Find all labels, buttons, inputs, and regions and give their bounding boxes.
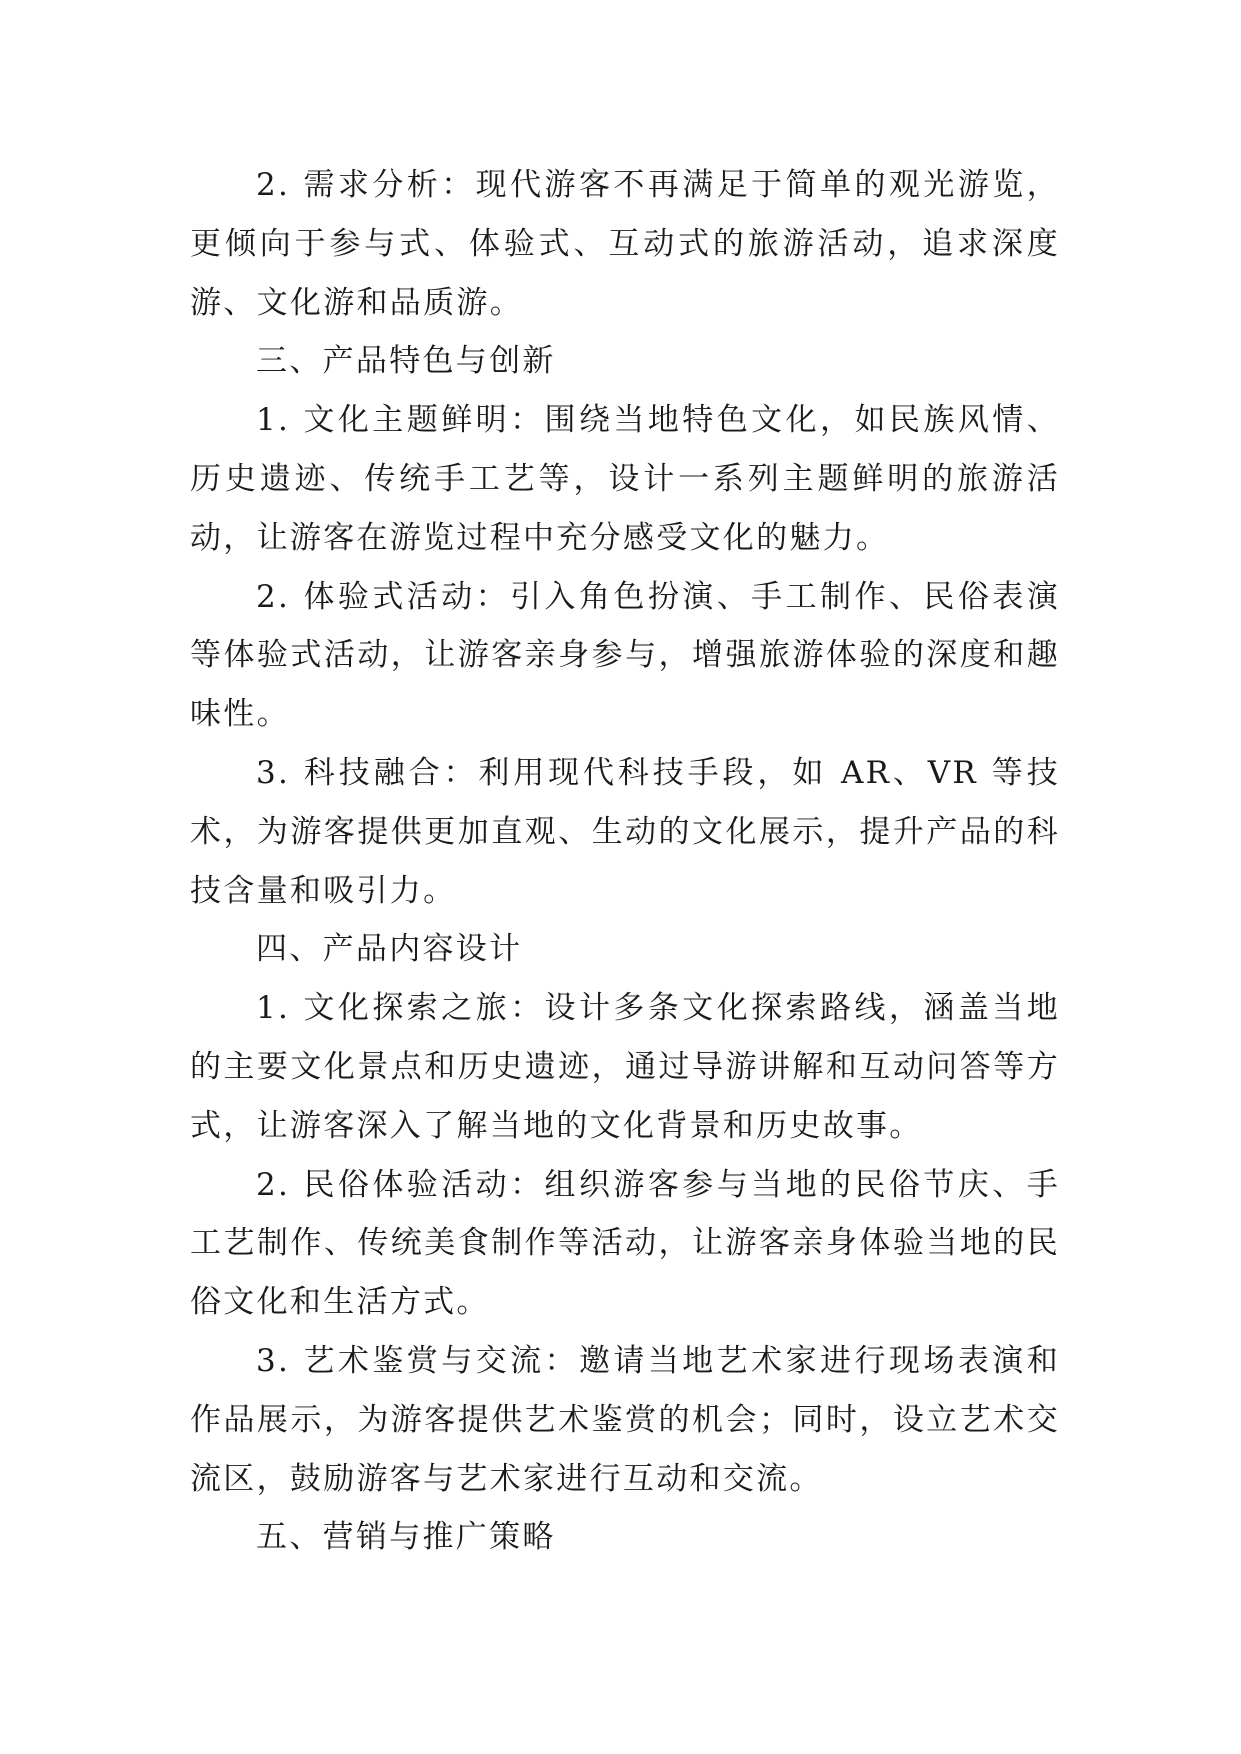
paragraph-technology-fusion: 3. 科技融合：利用现代科技手段，如 AR、VR 等技术，为游客提供更加直观、生动的文化展示，提升产品的科技含量和吸引力。 — [190, 754, 1060, 909]
document-body — [190, 156, 1060, 1567]
section-heading-content-design: 四、产品内容设计 — [256, 931, 523, 968]
paragraph-demand-analysis: 2. 需求分析：现代游客不再满足于简单的观光游览，更倾向于参与式、体验式、互动式的旅游活动，追求深度游、文化游和品质游。 — [190, 167, 1060, 321]
section-heading-marketing: 五、营销与推广策略 — [256, 1519, 556, 1556]
paragraph-folk-experience: 2. 民俗体验活动：组织游客参与当地的民俗节庆、手工艺制作、传统美食制作等活动，让游客亲身体验当地的民俗文化和生活方式。 — [190, 1166, 1060, 1321]
section-heading-product-features: 三、产品特色与创新 — [256, 343, 556, 380]
paragraph-art-appreciation: 3. 艺术鉴赏与交流：邀请当地艺术家进行现场表演和作品展示，为游客提供艺术鉴赏的机会；同时，设立艺术交流区，鼓励游客与艺术家进行互动和交流。 — [190, 1342, 1060, 1497]
paragraph-cultural-exploration: 1. 文化探索之旅：设计多条文化探索路线，涵盖当地的主要文化景点和历史遗迹，通过导游讲解和互动问答等方式，让游客深入了解当地的文化背景和历史故事。 — [190, 990, 1060, 1144]
paragraph-cultural-theme: 1. 文化主题鲜明：围绕当地特色文化，如民族风情、历史遗迹、传统手工艺等，设计一系列主题鲜明的旅游活动，让游客在游览过程中充分感受文化的魅力。 — [190, 402, 1060, 556]
paragraph-experiential-activities: 2. 体验式活动：引入角色扮演、手工制作、民俗表演等体验式活动，让游客亲身参与，增强旅游体验的深度和趣味性。 — [190, 578, 1060, 733]
